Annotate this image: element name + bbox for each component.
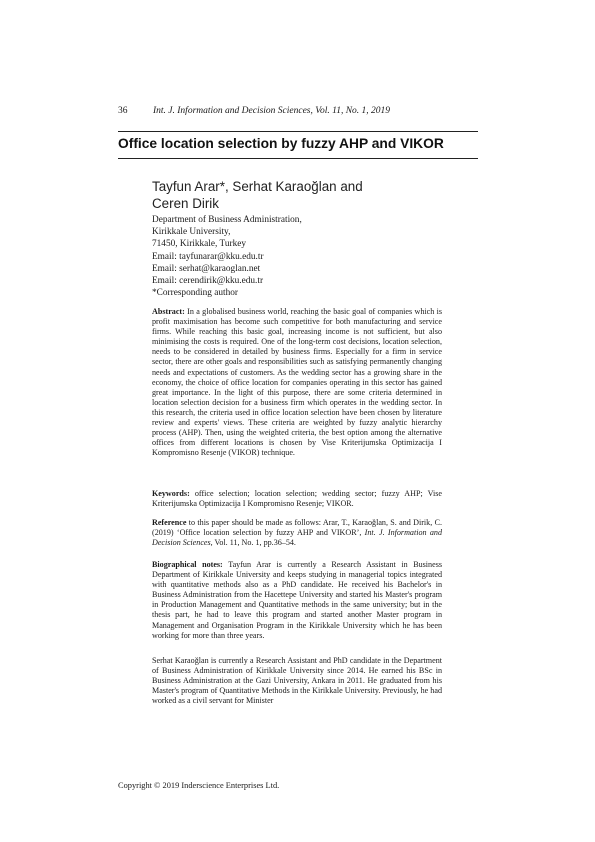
keywords xyxy=(152,489,442,509)
affiliation-university: Kirikkale University, xyxy=(152,227,231,238)
author-line-2: Ceren Dirik xyxy=(152,196,219,211)
keywords-label: Keywords: xyxy=(152,489,190,498)
affiliation-block xyxy=(152,214,452,299)
abstract xyxy=(152,307,442,458)
biographical-notes xyxy=(152,560,442,641)
reference-journal: Int. J. Information and Decision Sciences xyxy=(152,528,442,548)
title-rule-top xyxy=(118,131,478,132)
reference-note xyxy=(152,518,442,548)
affiliation-address: 71450, Kirikkale, Turkey xyxy=(152,239,246,250)
paper-title: Office location selection by fuzzy AHP and VIKOR xyxy=(118,136,444,151)
affiliation-department: Department of Business Administration, xyxy=(152,215,302,225)
bio-karaoglan xyxy=(152,656,442,706)
page-number: 36 xyxy=(118,106,128,116)
author-list xyxy=(152,178,452,212)
reference-label: Reference xyxy=(152,518,187,527)
abstract-label: Abstract: xyxy=(152,307,185,316)
bio-label: Biographical notes: xyxy=(152,560,223,569)
copyright-notice: Copyright © 2019 Inderscience Enterprises Ltd. xyxy=(118,781,280,790)
email-karaoglan[interactable]: Email: serhat@karaoglan.net xyxy=(152,263,261,274)
reference-text: to this paper should be made as follows: Arar, T., Karaoğlan, S. and Dirik, C. (2019) ‘Office location selection by fuzzy AHP and VIKOR’, xyxy=(152,518,442,538)
title-rule-bottom xyxy=(118,158,478,159)
bio-arar-text: Tayfun Arar is currently a Research Assistant in Business Department of Kirikkale University and keeps studying in managerial topics integrated with quantitative methods also as a PhD candidate. He received his Bachelor's in Business Administration from the Hacettepe University and started his Master's program in Production Management and Quantitative methods in the same university; but in the thesis part, he had to leave this program and started another Master program in Management and Organisation Program in the Kirikkale University which he has been working for more than three years. xyxy=(152,560,442,640)
email-dirik[interactable]: Email: cerendirik@kku.edu.tr xyxy=(152,276,264,287)
reference-volume: , Vol. 11, No. 1, pp.36–54. xyxy=(210,538,296,548)
email-arar[interactable]: Email: tayfunarar@kku.edu.tr xyxy=(152,251,264,262)
author-line-1: Tayfun Arar*, Serhat Karaoğlan and xyxy=(152,179,363,194)
keywords-text: office selection; location selection; wedding sector; fuzzy AHP; Vise Kriterijumska Optimizacija I Kompromisno Resenje; VIKOR. xyxy=(152,489,442,509)
corresponding-author-note: *Corresponding author xyxy=(152,288,238,299)
bio-karaoglan-text: Serhat Karaoğlan is currently a Research Assistant and PhD candidate in the Department of Business Administration of Kirikkale University since 2014. He earned his BSc in Business Administration at the Gazi University, Ankara in 2011. He graduated from his Master's program of Quantitative Methods in the Kirikkale University. Previously, he had worked as a civil servant for Minister xyxy=(152,656,442,706)
journal-citation: Int. J. Information and Decision Sciences, Vol. 11, No. 1, 2019 xyxy=(153,106,391,116)
abstract-text: In a globalised business world, reaching the basic goal of companies which is profit maximisation has become such competitive for both manufacturing and service firms. While reaching this basic goal, increasing income is not sufficient, but also minimising the costs is required. One of the long-term cost decisions, location selection, needs to be considered in detailed by business firms. Especially for a firm in service sector, there are other goals and responsibilities such as satisfying permanently changing needs and expectations of customers. As the wedding sector has a growing share in the economy, the choice of office location for companies operating in this sector has gained great importance. In the light of this purpose, there are some criteria determined in location selection decision for a business firm which operates in the wedding sector. In this research, the criteria used in office location selection have been chosen by literature review and experts' views. These criteria are weighted by fuzzy analytic hierarchy process (AHP). Then, using the weighted criteria, the best option among the alternative offices from different locations is chosen by Vise Kriterijumska Optimizacija I Kompromisno Resenje (VIKOR) technique. xyxy=(152,307,442,458)
running-header xyxy=(118,106,480,120)
